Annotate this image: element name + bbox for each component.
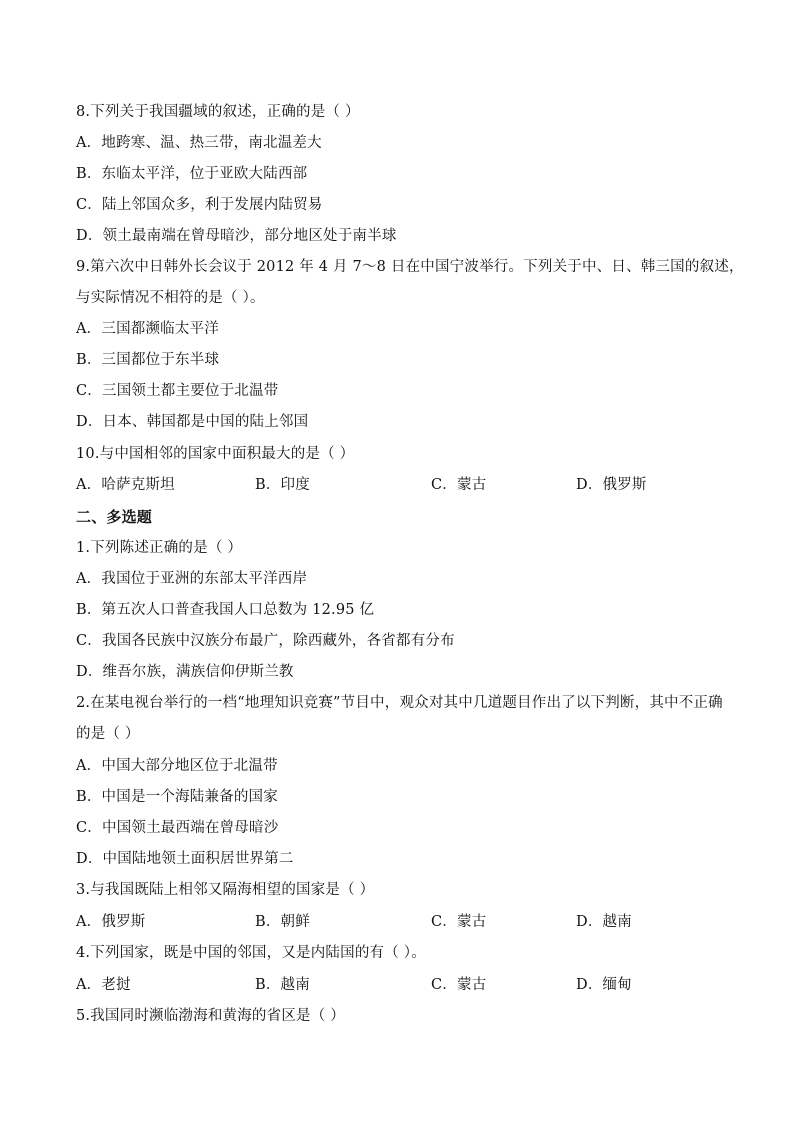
- question-8-option-a: A．地跨寒、温、热三带，南北温差大: [76, 135, 322, 151]
- question-8-option-c: C．陆上邻国众多，利于发展内陆贸易: [76, 197, 323, 213]
- multi-question-2-option-d: D．中国陆地领土面积居世界第二: [76, 851, 294, 867]
- multi-question-4-option-c: C．蒙古: [431, 977, 487, 993]
- multi-question-1-option-b: B．第五次人口普查我国人口总数为 12.95 亿: [76, 602, 375, 618]
- question-8-option-d: D．领土最南端在曾母暗沙，部分地区处于南半球: [76, 228, 397, 244]
- multi-question-4-option-b: B．越南: [255, 977, 310, 993]
- section-heading-multiple-choice: 二、多选题: [76, 508, 153, 526]
- multi-question-1-option-d: D．维吾尔族，满族信仰伊斯兰教: [76, 664, 294, 680]
- question-10-option-d: D．俄罗斯: [576, 477, 647, 493]
- multi-question-2-option-c: C．中国领土最西端在曾母暗沙: [76, 820, 279, 836]
- multi-question-2-stem-line2: 的是（ ）: [76, 726, 140, 742]
- question-9-option-c: C．三国领土都主要位于北温带: [76, 383, 279, 399]
- question-9-option-a: A．三国都濒临太平洋: [76, 321, 219, 337]
- multi-question-5-stem: 5.我国同时濒临渤海和黄海的省区是（ ）: [76, 1008, 345, 1024]
- multi-question-3-option-b: B．朝鲜: [255, 914, 310, 930]
- multi-question-3-option-c: C．蒙古: [431, 914, 487, 930]
- question-10-option-a: A．哈萨克斯坦: [76, 477, 175, 493]
- question-9-stem-line2: 与实际情况不相符的是（ ）。: [76, 290, 265, 306]
- question-10-option-b: B．印度: [255, 477, 310, 493]
- multi-question-3-option-a: A．俄罗斯: [76, 914, 146, 930]
- question-9-stem-line1: 9.第六次中日韩外长会议于 2012 年 4 月 7～8 日在中国宁波举行。下列关于中、日、韩三国的叙述，: [76, 259, 744, 275]
- multi-question-4-option-a: A．老挝: [76, 977, 131, 993]
- multi-question-2-option-a: A．中国大部分地区位于北温带: [76, 758, 278, 774]
- question-9-option-d: D．日本、韩国都是中国的陆上邻国: [76, 414, 309, 430]
- question-9-option-b: B．三国都位于东半球: [76, 352, 220, 368]
- multi-question-1-stem: 1.下列陈述正确的是（ ）: [76, 540, 243, 556]
- multi-question-4-stem: 4.下列国家，既是中国的邻国，又是内陆国的有（ ）。: [76, 945, 426, 961]
- question-8-stem: 8.下列关于我国疆域的叙述，正确的是（ ）: [76, 104, 360, 120]
- multi-question-3-stem: 3.与我国既陆上相邻又隔海相望的国家是（ ）: [76, 882, 375, 898]
- multi-question-1-option-c: C．我国各民族中汉族分布最广，除西藏外，各省都有分布: [76, 633, 455, 649]
- multi-question-3-option-d: D．越南: [576, 914, 632, 930]
- multi-question-1-option-a: A．我国位于亚洲的东部太平洋西岸: [76, 571, 308, 587]
- question-10-option-c: C．蒙古: [431, 477, 487, 493]
- multi-question-4-option-d: D．缅甸: [576, 977, 632, 993]
- question-8-option-b: B．东临太平洋，位于亚欧大陆西部: [76, 166, 308, 182]
- multi-question-2-stem-line1: 2.在某电视台举行的一档“地理知识竞赛”节目中，观众对其中几道题目作出了以下判断，其中不正确: [76, 695, 723, 711]
- question-10-stem: 10.与中国相邻的国家中面积最大的是（ ）: [76, 446, 355, 462]
- multi-question-2-option-b: B．中国是一个海陆兼备的国家: [76, 789, 278, 805]
